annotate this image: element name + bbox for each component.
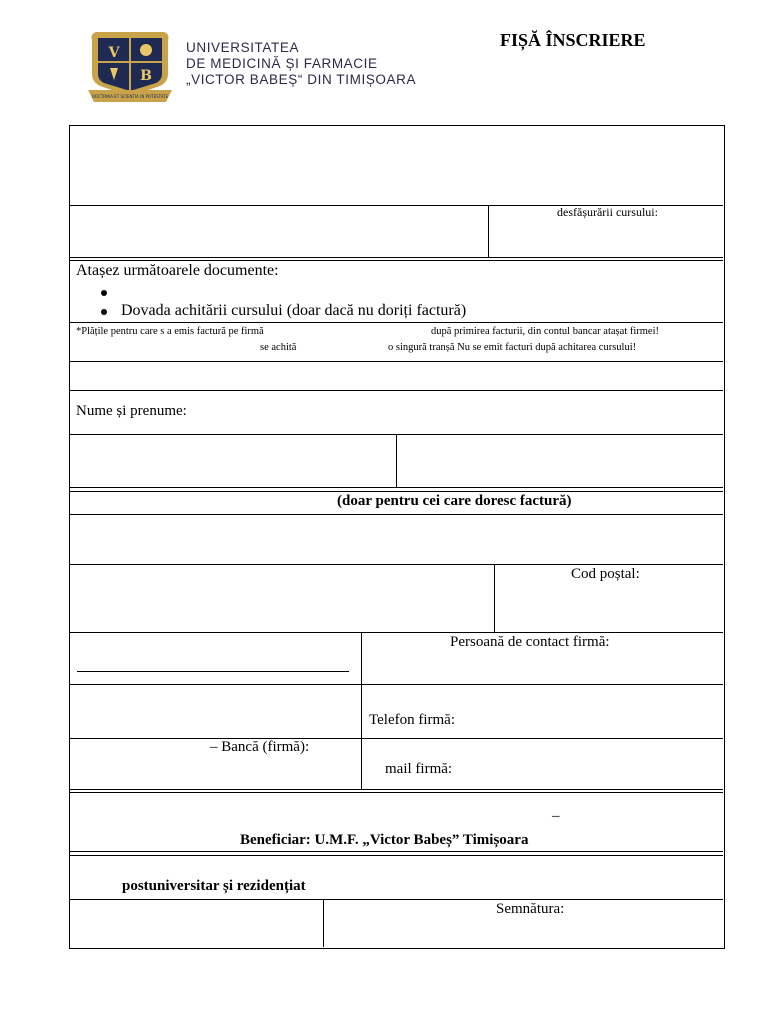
contact-person-label: Persoană de contact firmă: [450, 634, 610, 650]
divider [69, 564, 723, 565]
bullet-icon [101, 290, 107, 296]
program-label: postuniversitar și rezidențiat [122, 878, 306, 894]
underline-field [77, 671, 349, 672]
postal-code-label: Cod poștal: [571, 566, 640, 582]
logo-letter-b: B [140, 68, 152, 84]
payment-note-line2-b: o singură tranșă Nu se emit facturi după achitarea cursului! [388, 342, 637, 353]
documents-item-payment-proof: Dovada achitării cursului (doar dacă nu doriți factură) [121, 302, 467, 319]
name-label: Nume și prenume: [76, 403, 187, 419]
university-logo [84, 30, 176, 104]
university-name-line-3: „VICTOR BABEȘ“ DIN TIMIȘOARA [186, 72, 417, 87]
divider [69, 390, 723, 391]
signature-label: Semnătura: [496, 901, 565, 917]
divider [69, 361, 723, 362]
divider [69, 789, 723, 790]
column-divider [361, 632, 362, 789]
column-divider [494, 564, 495, 632]
logo-letter-v: V [108, 45, 120, 61]
divider [69, 260, 723, 261]
registration-form [69, 125, 725, 949]
university-name-line-1: UNIVERSITATEA [186, 40, 300, 55]
column-divider [488, 205, 489, 257]
payment-note-line1-b: după primirea facturii, din contul bancar atașat firmei! [431, 326, 659, 337]
column-divider [396, 434, 397, 487]
course-period-label: desfășurării cursului: [557, 205, 658, 219]
column-divider [323, 899, 324, 947]
documents-heading: Atașez următoarele documente: [76, 262, 279, 279]
company-section-title: (doar pentru cei care doresc factură) [337, 493, 572, 509]
form-border [69, 125, 725, 949]
company-email-label: mail firmă: [385, 761, 453, 777]
bank-label: – Bancă (firmă): [210, 739, 310, 755]
divider [69, 899, 723, 900]
divider [69, 322, 723, 323]
payment-note-line1-a: *Plățile pentru care s a emis factură pe firmă [76, 326, 264, 337]
divider [69, 792, 723, 793]
divider [69, 738, 723, 739]
divider [69, 851, 723, 852]
company-phone-label: Telefon firmă: [369, 712, 455, 728]
beneficiary-label: Beneficiar: U.M.F. „Victor Babeș” Timișoara [240, 832, 529, 848]
divider [69, 684, 723, 685]
divider [69, 632, 723, 633]
document-title: FIȘĂ ÎNSCRIERE [500, 30, 646, 50]
bullet-icon [101, 309, 107, 315]
divider [69, 487, 723, 488]
divider [69, 491, 723, 492]
dash: – [552, 808, 560, 824]
divider [69, 257, 723, 258]
divider [69, 514, 723, 515]
divider [69, 855, 723, 856]
university-name-line-2: DE MEDICINĂ ȘI FARMACIE [186, 56, 378, 71]
logo-motto: DOCTRINA ET SCIENTIA IN POTESTATE [91, 94, 169, 99]
payment-note-line2-a: se achită [260, 342, 297, 353]
